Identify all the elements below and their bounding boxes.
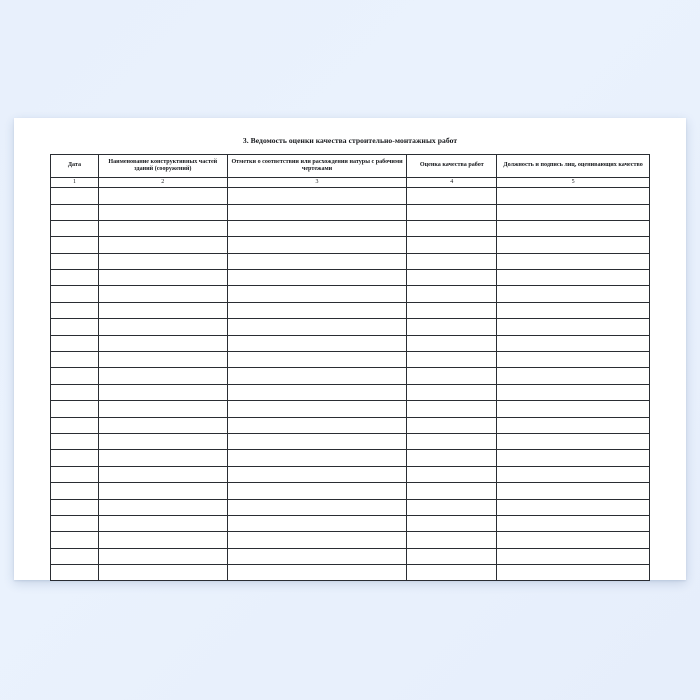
table-cell[interactable] (227, 220, 407, 236)
table-cell[interactable] (407, 450, 497, 466)
table-row (51, 352, 650, 368)
table-row (51, 499, 650, 515)
table-cell[interactable] (51, 565, 99, 581)
table-cell[interactable] (227, 548, 407, 564)
table-row (51, 384, 650, 400)
page-title: 3. Ведомость оценки качества строительно-монтажных работ (242, 136, 458, 145)
document-page (14, 118, 686, 580)
column-header-structural-parts: Наименование конструктивных частей зданий (сооружений) (98, 155, 227, 178)
table-cell[interactable] (51, 548, 99, 564)
table-cell[interactable] (497, 270, 650, 286)
table-cell[interactable] (497, 450, 650, 466)
table-body (51, 188, 650, 581)
table-cell[interactable] (51, 483, 99, 499)
table-cell[interactable] (407, 548, 497, 564)
table-cell[interactable] (407, 237, 497, 253)
table-cell[interactable] (51, 237, 99, 253)
document-content (50, 136, 650, 560)
table-cell[interactable] (497, 515, 650, 531)
column-number-2: 2 (98, 178, 227, 188)
table-cell[interactable] (407, 384, 497, 400)
table-cell[interactable] (497, 352, 650, 368)
table-row (51, 515, 650, 531)
table-cell[interactable] (407, 565, 497, 581)
table-cell[interactable] (227, 253, 407, 269)
column-number-4: 4 (407, 178, 497, 188)
table-cell[interactable] (98, 220, 227, 236)
table-cell[interactable] (497, 466, 650, 482)
table-cell[interactable] (227, 466, 407, 482)
table-cell[interactable] (227, 433, 407, 449)
table-cell[interactable] (227, 368, 407, 384)
table-cell[interactable] (98, 483, 227, 499)
table-cell[interactable] (227, 499, 407, 515)
table-row (51, 532, 650, 548)
table-cell[interactable] (51, 417, 99, 433)
table-cell[interactable] (98, 417, 227, 433)
table-cell[interactable] (497, 237, 650, 253)
table-row (51, 401, 650, 417)
table-row (51, 188, 650, 204)
column-number-1: 1 (51, 178, 99, 188)
table-cell[interactable] (407, 302, 497, 318)
table-row (51, 204, 650, 220)
table-row (51, 548, 650, 564)
table-cell[interactable] (497, 384, 650, 400)
column-header-position-signature: Должность и подпись лиц, оценивающих качество (497, 155, 650, 178)
table-cell[interactable] (407, 352, 497, 368)
table-cell[interactable] (407, 483, 497, 499)
table-cell[interactable] (227, 188, 407, 204)
table-cell[interactable] (227, 384, 407, 400)
column-header-conformity-notes: Отметки о соответствии или расхождении натуры с рабочими чертежами (227, 155, 407, 178)
table-cell[interactable] (227, 286, 407, 302)
table-cell[interactable] (407, 433, 497, 449)
column-number-3: 3 (227, 178, 407, 188)
table-cell[interactable] (51, 302, 99, 318)
table-cell[interactable] (51, 466, 99, 482)
table-cell[interactable] (407, 319, 497, 335)
table-cell[interactable] (98, 253, 227, 269)
table-cell[interactable] (51, 532, 99, 548)
table-cell[interactable] (227, 401, 407, 417)
table-cell[interactable] (51, 401, 99, 417)
table-row (51, 450, 650, 466)
table-cell[interactable] (407, 499, 497, 515)
table-cell[interactable] (98, 565, 227, 581)
table-cell[interactable] (98, 401, 227, 417)
table-cell[interactable] (497, 319, 650, 335)
table-cell[interactable] (497, 417, 650, 433)
table-row (51, 483, 650, 499)
table-cell[interactable] (227, 417, 407, 433)
table-cell[interactable] (497, 335, 650, 351)
table-cell[interactable] (497, 401, 650, 417)
column-header-quality-rating: Оценка качества работ (407, 155, 497, 178)
table-cell[interactable] (98, 548, 227, 564)
table-cell[interactable] (497, 433, 650, 449)
table-row (51, 270, 650, 286)
table-cell[interactable] (51, 499, 99, 515)
table-cell[interactable] (497, 253, 650, 269)
table-row (51, 466, 650, 482)
table-cell[interactable] (98, 499, 227, 515)
table-cell[interactable] (227, 352, 407, 368)
table-row (51, 220, 650, 236)
table-cell[interactable] (227, 532, 407, 548)
table-row (51, 368, 650, 384)
table-header-row (51, 155, 650, 178)
table-cell[interactable] (407, 188, 497, 204)
table-cell[interactable] (98, 335, 227, 351)
table-cell[interactable] (98, 188, 227, 204)
table-row (51, 433, 650, 449)
table-cell[interactable] (51, 286, 99, 302)
table-cell[interactable] (497, 368, 650, 384)
table-cell[interactable] (497, 286, 650, 302)
column-number-5: 5 (497, 178, 650, 188)
table-cell[interactable] (497, 302, 650, 318)
table-cell[interactable] (407, 286, 497, 302)
table-cell[interactable] (51, 204, 99, 220)
table-cell[interactable] (407, 220, 497, 236)
table-cell[interactable] (227, 515, 407, 531)
table-cell[interactable] (407, 335, 497, 351)
table-cell[interactable] (98, 384, 227, 400)
table-cell[interactable] (227, 237, 407, 253)
table-row (51, 417, 650, 433)
quality-assessment-table (50, 154, 650, 581)
table-row (51, 253, 650, 269)
table-cell[interactable] (497, 220, 650, 236)
table-cell[interactable] (497, 188, 650, 204)
table-cell[interactable] (497, 499, 650, 515)
table-cell[interactable] (51, 515, 99, 531)
table-cell[interactable] (51, 352, 99, 368)
table-cell[interactable] (407, 368, 497, 384)
table-row (51, 565, 650, 581)
table-cell[interactable] (407, 515, 497, 531)
table-cell[interactable] (98, 204, 227, 220)
table-row (51, 237, 650, 253)
table-cell[interactable] (227, 270, 407, 286)
table-cell[interactable] (51, 433, 99, 449)
table-cell[interactable] (227, 302, 407, 318)
table-cell[interactable] (98, 286, 227, 302)
table-cell[interactable] (51, 319, 99, 335)
table-cell[interactable] (98, 237, 227, 253)
table-cell[interactable] (51, 450, 99, 466)
table-cell[interactable] (497, 483, 650, 499)
column-number-row (51, 178, 650, 188)
table-cell[interactable] (407, 270, 497, 286)
table-cell[interactable] (407, 401, 497, 417)
table-cell[interactable] (51, 270, 99, 286)
table-cell[interactable] (227, 335, 407, 351)
table-cell[interactable] (98, 302, 227, 318)
table-cell[interactable] (51, 384, 99, 400)
table-cell[interactable] (227, 483, 407, 499)
table-cell[interactable] (51, 368, 99, 384)
table-cell[interactable] (407, 466, 497, 482)
table-row (51, 286, 650, 302)
table-cell[interactable] (407, 204, 497, 220)
table-cell[interactable] (51, 335, 99, 351)
table-row (51, 335, 650, 351)
table-cell[interactable] (98, 532, 227, 548)
table-cell[interactable] (227, 319, 407, 335)
table-cell[interactable] (98, 319, 227, 335)
table-cell[interactable] (407, 253, 497, 269)
table-cell[interactable] (98, 433, 227, 449)
table-cell[interactable] (497, 532, 650, 548)
table-cell[interactable] (98, 450, 227, 466)
column-header-date: Дата (51, 155, 99, 178)
table-header (51, 155, 650, 188)
table-cell[interactable] (98, 515, 227, 531)
table-cell[interactable] (497, 548, 650, 564)
table-cell[interactable] (497, 204, 650, 220)
table-cell[interactable] (98, 368, 227, 384)
table-cell[interactable] (497, 565, 650, 581)
table-cell[interactable] (98, 270, 227, 286)
table-cell[interactable] (227, 204, 407, 220)
table-row (51, 302, 650, 318)
table-cell[interactable] (227, 450, 407, 466)
table-cell[interactable] (407, 417, 497, 433)
table-cell[interactable] (51, 220, 99, 236)
table-cell[interactable] (51, 253, 99, 269)
table-cell[interactable] (227, 565, 407, 581)
table-row (51, 319, 650, 335)
table-cell[interactable] (98, 352, 227, 368)
table-cell[interactable] (98, 466, 227, 482)
table-cell[interactable] (407, 532, 497, 548)
table-cell[interactable] (51, 188, 99, 204)
